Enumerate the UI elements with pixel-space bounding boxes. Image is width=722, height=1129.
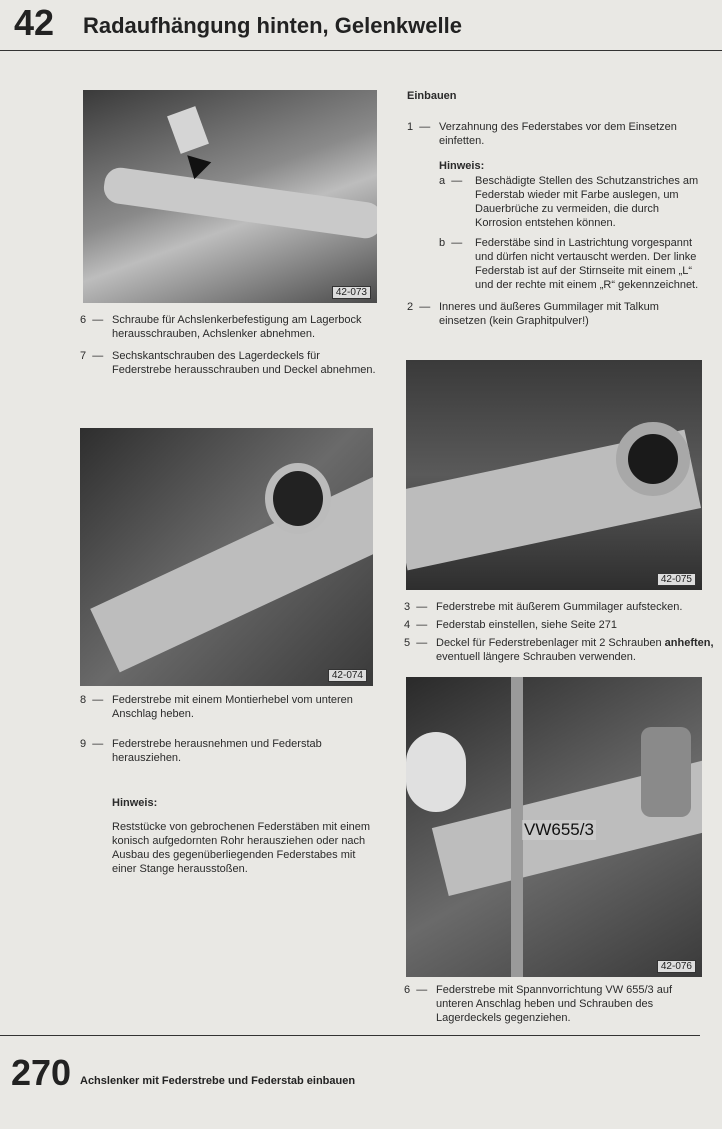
note-letter: a — xyxy=(439,175,463,187)
note-list xyxy=(439,174,707,292)
photo-42-073 xyxy=(83,90,377,303)
steps-removal-b xyxy=(80,693,380,765)
step-text: Federstrebe mit äußerem Gummilager aufstecken. xyxy=(436,601,683,613)
step-item xyxy=(404,618,714,632)
step-item xyxy=(80,313,380,341)
step-item xyxy=(404,636,714,664)
page-title: Radaufhängung hinten, Gelenkwelle xyxy=(83,13,462,38)
note-text: Reststücke von gebrochenen Federstäben mit einem konisch aufgedornten Rohr herausziehen oder nach Ausbau des gegenüberliegenden Federstabes mit einer Stange herausstoßen. xyxy=(112,821,371,875)
step-text-part: Deckel für Federstrebenlager mit 2 Schrauben xyxy=(436,637,665,649)
step-text: Federstab einstellen, siehe Seite 271 xyxy=(436,619,618,631)
figure-label: 42-075 xyxy=(657,573,696,586)
steps-removal-a xyxy=(80,313,380,377)
figure-label: 42-074 xyxy=(328,669,367,682)
page-number: 270 xyxy=(11,1052,72,1093)
step-number: 4 — xyxy=(404,619,428,631)
footer-divider xyxy=(0,1035,700,1036)
note-letter: b — xyxy=(439,237,463,249)
photo-42-075 xyxy=(406,360,702,590)
tool-label: VW655/3 xyxy=(524,820,594,839)
note-item xyxy=(439,236,707,292)
step-item xyxy=(80,349,380,377)
step-item xyxy=(407,120,707,148)
photo-42-076 xyxy=(406,677,702,977)
step-number: 7 — xyxy=(80,350,104,362)
section-heading: Einbauen xyxy=(407,90,457,102)
step-number: 3 — xyxy=(404,601,428,613)
photo-42-074 xyxy=(80,428,373,686)
note-text: Beschädigte Stellen des Schutzanstriches am Federstab wieder mit Farbe auslegen, um Dauerbrüche zu vermeiden, die durch Korrosion entstehen können. xyxy=(475,175,699,229)
step-item xyxy=(80,693,380,721)
steps-install-c xyxy=(404,983,704,1025)
note-text: Federstäbe sind in Lastrichtung vorgespannt und dürfen nicht vertauscht werden. Der linke Federstab ist auf der Stirnseite mit einem „L“ und der rechte mit einem „R“ gekennzeichnet. xyxy=(475,237,699,291)
step-number: 5 — xyxy=(404,637,428,649)
step-text: Federstrebe mit einem Montierhebel vom unteren Anschlag heben. xyxy=(112,694,353,720)
step-text: Schraube für Achslenkerbefestigung am Lagerbock herausschrauben, Achslenker abnehmen. xyxy=(112,314,362,340)
figure-label: 42-073 xyxy=(332,286,371,299)
figure-label: 42-076 xyxy=(657,960,696,973)
chapter-number: 42 xyxy=(14,2,55,43)
step-text: Inneres und äußeres Gummilager mit Talkum einsetzen (kein Graphitpulver!) xyxy=(439,301,659,327)
note-item xyxy=(439,174,707,230)
step-number: 1 — xyxy=(407,121,431,133)
step-item xyxy=(404,600,714,614)
note-heading: Hinweis: xyxy=(439,160,485,172)
step-text: Verzahnung des Federstabes vor dem Einsetzen einfetten. xyxy=(439,121,677,147)
steps-install-a xyxy=(407,120,707,328)
step-number: 2 — xyxy=(407,301,431,313)
footer-title: Achslenker mit Federstrebe und Federstab einbauen xyxy=(80,1075,356,1087)
step-item xyxy=(80,737,380,765)
step-number: 6 — xyxy=(80,314,104,326)
step-text: Federstrebe mit Spannvorrichtung VW 655/3 auf unteren Anschlag heben und Schrauben des Lagerdeckels gegenziehen. xyxy=(436,984,673,1024)
step-text xyxy=(436,636,714,664)
step-item xyxy=(407,300,707,328)
step-number: 6 — xyxy=(404,984,428,996)
step-number: 8 — xyxy=(80,694,104,706)
step-item xyxy=(404,983,704,1025)
header-divider xyxy=(0,50,722,51)
step-number: 9 — xyxy=(80,738,104,750)
step-text-part: eventuell längere Schrauben verwenden. xyxy=(436,651,636,663)
steps-install-b xyxy=(404,600,714,664)
note-heading: Hinweis: xyxy=(112,797,158,809)
step-text: Federstrebe herausnehmen und Federstab herausziehen. xyxy=(112,738,322,764)
step-text: Sechskantschrauben des Lagerdeckels für Federstrebe herausschrauben und Deckel abnehmen. xyxy=(112,350,376,376)
step-text-emphasis: anheften, xyxy=(664,637,714,649)
